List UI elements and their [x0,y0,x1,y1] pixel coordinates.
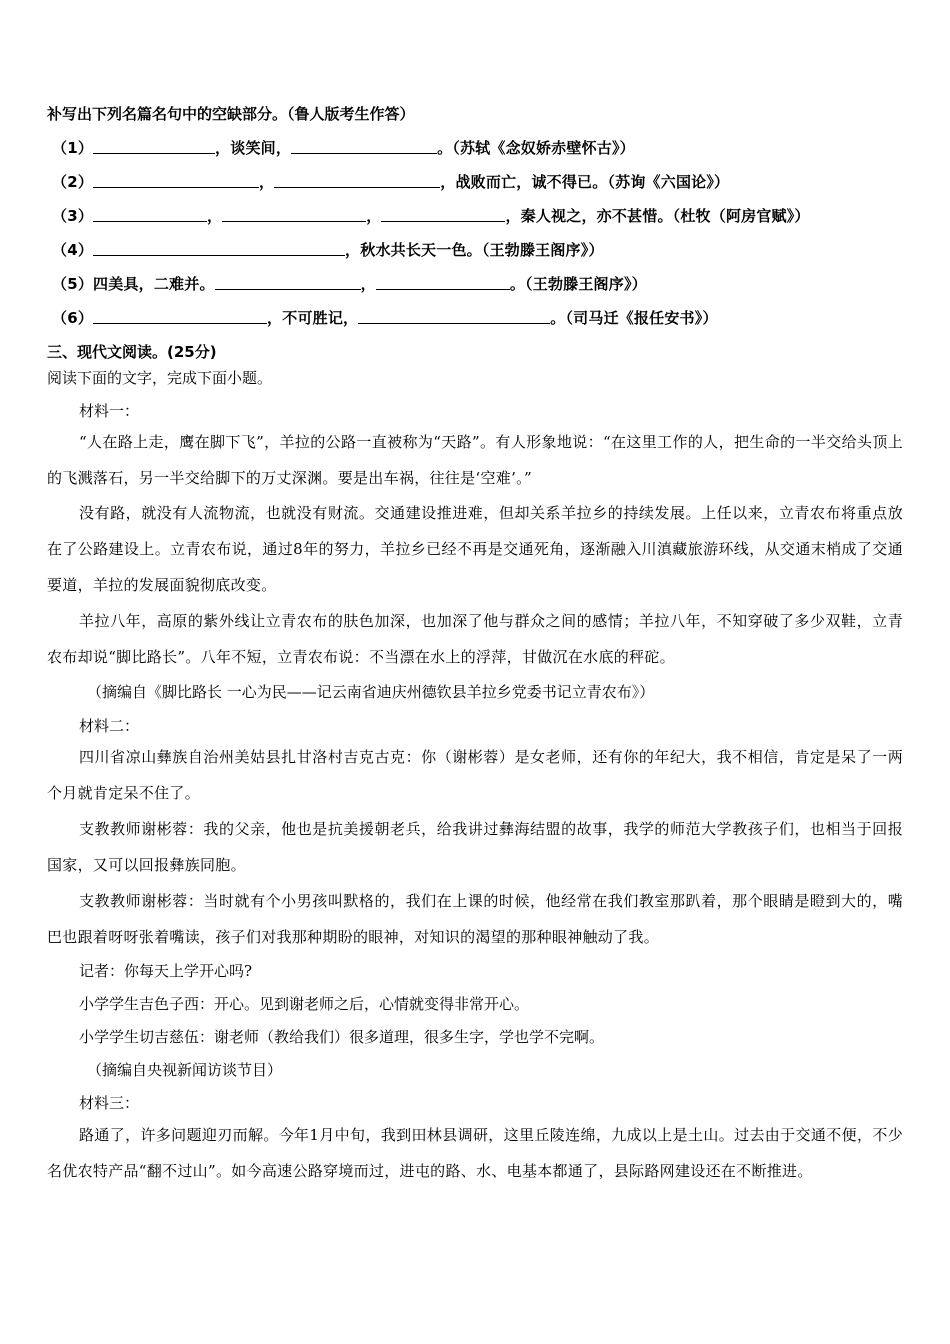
question-2 [52,171,729,192]
answer-blank[interactable] [376,275,510,290]
answer-blank[interactable] [291,139,437,154]
instructions: 补写出下列名篇名句中的空缺部分。（鲁人版考生作答） [47,105,415,123]
answer-blank[interactable] [381,207,505,222]
answer-blank[interactable] [93,139,215,154]
question-4 [52,239,604,260]
question-number: （3） [52,207,94,225]
question-text: ， [207,207,223,225]
question-text: ，不可胜记， [267,309,359,327]
material-2-paragraph: 支教教师谢彬蓉：当时就有个小男孩叫默格的，我们在上课的时候，他经常在我们教室那趴着，那个眼睛是瞪到大的，嘴巴也跟着呀呀张着嘴读，孩子们对我那种期盼的眼神，对知识的渴望的那种眼神触动了我。 [47,892,903,946]
question-number: （5） [52,275,94,293]
interview-line: 记者：你每天上学开心吗? [79,962,253,980]
material-1-label: 材料一： [79,402,140,420]
answer-blank[interactable] [93,309,267,324]
material-1-paragraph: 羊拉八年，高原的紫外线让立青农布的肤色加深，也加深了他与群众之间的感情；羊拉八年，不知穿破了多少双鞋，立青农布却说“脚比路长”。八年不短，立青农布说：不当漂在水上的浮萍，甘做沉在水底的秤砣。 [47,612,903,666]
question-text: ， [259,173,275,191]
question-text: ，秋水共长天一色。（王勃滕王阁序》） [345,241,604,259]
question-number: （6） [52,309,94,327]
material-1-paragraph: 没有路，就没有人流物流，也就没有财流。交通建设推进难，但却关系羊拉乡的持续发展。上任以来，立青农布将重点放在了公路建设上。立青农布说，通过8年的努力，羊拉乡已经不再是交通死角，逐渐融入川滇藏旅游环线，从交通末梢成了交通要道，羊拉的发展面貌彻底改变。 [47,504,903,594]
material-3-paragraph: 路通了，许多问题迎刃而解。今年1月中旬，我到田林县调研，这里丘陵连绵，九成以上是土山。过去由于交通不便，不少名优农特产品“翻不过山”。如今高速公路穿境而过，进屯的路、水、电基本都通了，县际路网建设还在不断推进。 [47,1126,903,1180]
section-title: 三、现代文阅读。(25分) [47,343,217,361]
reading-intro: 阅读下面的文字，完成下面小题。 [47,369,273,387]
material-2-source: （摘编自央视新闻访谈节目） [87,1061,283,1079]
question-text: ，谈笑间， [215,139,292,157]
answer-blank[interactable] [93,207,207,222]
question-text: 四美具，二难并。 [93,275,215,293]
question-6 [52,307,718,328]
question-text: ，战败而亡，诚不得已。（苏询《六国论》） [440,173,730,191]
question-number: （1） [52,139,94,157]
question-text: ， [366,207,382,225]
material-2-paragraph: 支教教师谢彬蓉：我的父亲，他也是抗美援朝老兵，给我讲过彝海结盟的故事，我学的师范大学教孩子们，也相当于回报国家，又可以回报彝族同胞。 [47,820,903,874]
question-5 [52,273,647,294]
answer-blank[interactable] [358,309,550,324]
question-text: 。（司马迁《报任安书》） [550,309,718,327]
interview-line: 小学学生切吉慈伍：谢老师（教给我们）很多道理，很多生字，学也学不完啊。 [79,1028,605,1046]
question-number: （4） [52,241,94,259]
question-text: 。（苏轼《念奴娇赤壁怀古》） [437,139,635,157]
question-1 [52,137,635,158]
question-text: ， [360,275,376,293]
material-1-paragraph: “人在路上走，鹰在脚下飞”，羊拉的公路一直被称为“天路”。有人形象地说：“在这里工作的人，把生命的一半交给头顶上的飞溅落石，另一半交给脚下的万丈深渊。要是出车祸，往往是‘空难’。” [47,433,903,487]
answer-blank[interactable] [93,173,259,188]
answer-blank[interactable] [93,241,345,256]
question-text: ，秦人视之，亦不甚惜。（杜牧（阿房官赋》） [505,207,810,225]
answer-blank[interactable] [215,275,361,290]
material-1-source: （摘编自《脚比路长 一心为民——记云南省迪庆州德钦县羊拉乡党委书记立青农布》） [87,683,655,701]
material-3-label: 材料三： [79,1094,140,1112]
material-2-label: 材料二： [79,717,140,735]
answer-blank[interactable] [222,207,366,222]
question-text: 。（王勃滕王阁序》） [509,275,647,293]
answer-blank[interactable] [274,173,440,188]
interview-line: 小学学生吉色子西：开心。见到谢老师之后，心情就变得非常开心。 [79,995,530,1013]
material-2-paragraph: 四川省凉山彝族自治州美姑县扎甘洛村吉克古克：你（谢彬蓉）是女老师，还有你的年纪大，我不相信，肯定是呆了一两个月就肯定呆不住了。 [47,748,903,802]
question-number: （2） [52,173,94,191]
question-3 [52,205,810,226]
